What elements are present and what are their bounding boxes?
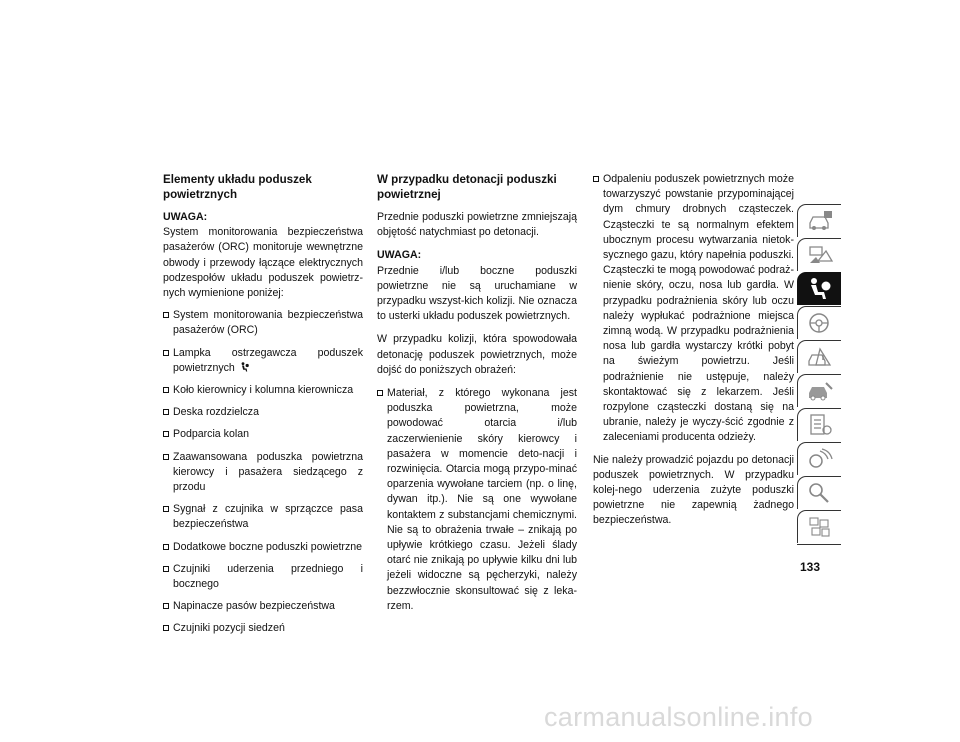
tabs-bottom-line: [797, 544, 841, 545]
checkbox-bullet-icon: [163, 350, 169, 356]
tab-car-info[interactable]: [797, 204, 841, 237]
warning-title: UWAGA:: [163, 211, 208, 223]
list-item: Sygnał z czujnika w sprzączce pasa bezpieczeństwa: [163, 502, 363, 532]
tab-multimedia[interactable]: [797, 442, 841, 475]
list-item: Deska rozdzielcza: [163, 405, 363, 420]
checkbox-bullet-icon: [377, 390, 383, 396]
page-number: 133: [800, 560, 821, 574]
checkbox-bullet-icon: [163, 454, 169, 460]
list-item: Materiał, z którego wykonana jest poduszka powietrzna, może powodować otarcia i/lub zaczerwienienie skóry kierowcy i pasażera w momencie deto-nacji i rozwinięcia. Otarcia mogą przypo-minać oparzenia wywołane tarciem (np. o linę, dywan itp.). Nie są one wywołane kontaktem z substancjami chemicznymi. Nie są to obrażenia trwałe – znikają po upływie krótkiego czasu. Jeżeli ślady otarć nie znikają po upływie kilku dni lub jeżeli widoczne są pęcherzyki, należy bezzwłocznie skonsultować się z leka-rzem.: [377, 386, 577, 614]
list-item: Lampka ostrzegawcza poduszek powietrznych: [163, 346, 363, 376]
airbag-warning-icon: [240, 362, 249, 372]
tab-roadside-emergency[interactable]: [797, 340, 841, 373]
car-info-icon: [806, 209, 834, 233]
checkbox-bullet-icon: [163, 431, 169, 437]
checkbox-bullet-icon: [593, 176, 599, 182]
components-list: [163, 308, 363, 636]
tab-steering-wheel[interactable]: [797, 306, 841, 339]
checkbox-bullet-icon: [163, 506, 169, 512]
checkbox-bullet-icon: [163, 544, 169, 550]
steering-wheel-icon: [806, 311, 834, 335]
tab-airbag-safety[interactable]: [797, 272, 841, 305]
list-item: Czujniki uderzenia przedniego i bocznego: [163, 562, 363, 592]
dashboard-warning-icon: [806, 243, 834, 267]
checkbox-bullet-icon: [163, 566, 169, 572]
list-item: System monitorowania bezpieczeństwa pasażerów (ORC): [163, 308, 363, 338]
maintenance-list-icon: [806, 413, 834, 437]
checkbox-bullet-icon: [163, 625, 169, 631]
watermark: carmanualsonline.info: [544, 702, 813, 732]
roadside-emergency-icon: [806, 345, 834, 369]
list-item: Czujniki pozycji siedzeń: [163, 621, 363, 636]
checkbox-bullet-icon: [163, 409, 169, 415]
list-item: Zaawansowana poduszka powietrzna kierowcy i pasażera siedzącego z przodu: [163, 450, 363, 496]
heading-air-bag-deployment: W przypadku detonacji poduszki powietrznej: [377, 173, 557, 201]
column-air-bag-deployment: [377, 172, 577, 621]
warning-title: UWAGA:: [377, 249, 422, 262]
column-air-bag-components: [163, 172, 363, 644]
tab-maintenance-list[interactable]: [797, 408, 841, 441]
search-index-icon: [806, 481, 834, 505]
effects-list: [593, 172, 794, 446]
intro-paragraph: Przednie poduszki powietrzne zmniejszają objętość natychmiast po detonacji.: [377, 211, 577, 239]
languages-icon: [806, 515, 834, 539]
tab-languages[interactable]: [797, 510, 841, 543]
tab-car-service[interactable]: [797, 374, 841, 407]
warning-text: System monitorowania bezpieczeństwa pasażerów (ORC) monitoruje wewnętrzne obwody i przewody łączące elektrycznych podzespołów układu poduszek powietrz-nych wymienione poniżej:: [163, 226, 363, 300]
column-deployment-effects: [593, 172, 794, 537]
airbag-safety-icon: [806, 277, 834, 301]
list-item: Dodatkowe boczne poduszki powietrzne: [163, 540, 363, 555]
car-service-icon: [806, 379, 834, 403]
checkbox-bullet-icon: [163, 603, 169, 609]
injuries-list: [377, 386, 577, 614]
list-item: Napinacze pasów bezpieczeństwa: [163, 599, 363, 614]
checkbox-bullet-icon: [163, 387, 169, 393]
driving-warning-paragraph: Nie należy prowadzić pojazdu po detonacji poduszek powietrznych. W przypadku kolej-nego uderzenia zużyte poduszki powietrzne nie zapewnią żadnego bezpieczeństwa.: [593, 453, 794, 527]
multimedia-icon: [806, 447, 834, 471]
list-item: Odpaleniu poduszek powietrznych może towarzyszyć powstanie przypominającej dym chmury drobnych cząsteczek. Cząsteczki te są normalnym efektem ubocznym procesu wytwarzania nietok-sycznego gazu, który napełnia poduszki. Cząsteczki te mogą powodować podraż-nienie skóry, oczu, nosa lub gardła. W przypadku podrażnienia skóry lub oczu należy wypłukać podrażnione miejsca zimną wodą. W przypadku podrażnienia nosa lub gardła wystarczy krótki pobyt na świeżym powietrzu. Jeśli podrażnienie nie ustępuje, należy skontaktować się z lekarzem. Jeśli rozpylone cząsteczki dostaną się na ubranie, należy je wyczy-ścić zgodnie z zaleceniami producenta odzieży.: [593, 172, 794, 446]
warning-text: Przednie i/lub boczne poduszki powietrzne nie są uruchamiane w przypadku wszyst-kich kolizji. Nie oznacza to usterki układu poduszek powietrznych.: [377, 264, 577, 323]
tab-dashboard-warning[interactable]: [797, 238, 841, 271]
list-item: Podparcia kolan: [163, 427, 363, 442]
checkbox-bullet-icon: [163, 312, 169, 318]
tab-search-index[interactable]: [797, 476, 841, 509]
heading-air-bag-components: Elementy układu poduszek powietrznych: [163, 173, 312, 201]
injuries-paragraph: W przypadku kolizji, która spowodowała detonację poduszek powietrznych, może dojść do poniższych obrażeń:: [377, 333, 577, 376]
list-item: Koło kierownicy i kolumna kierownicza: [163, 383, 363, 398]
chapter-tabs: [797, 204, 841, 545]
